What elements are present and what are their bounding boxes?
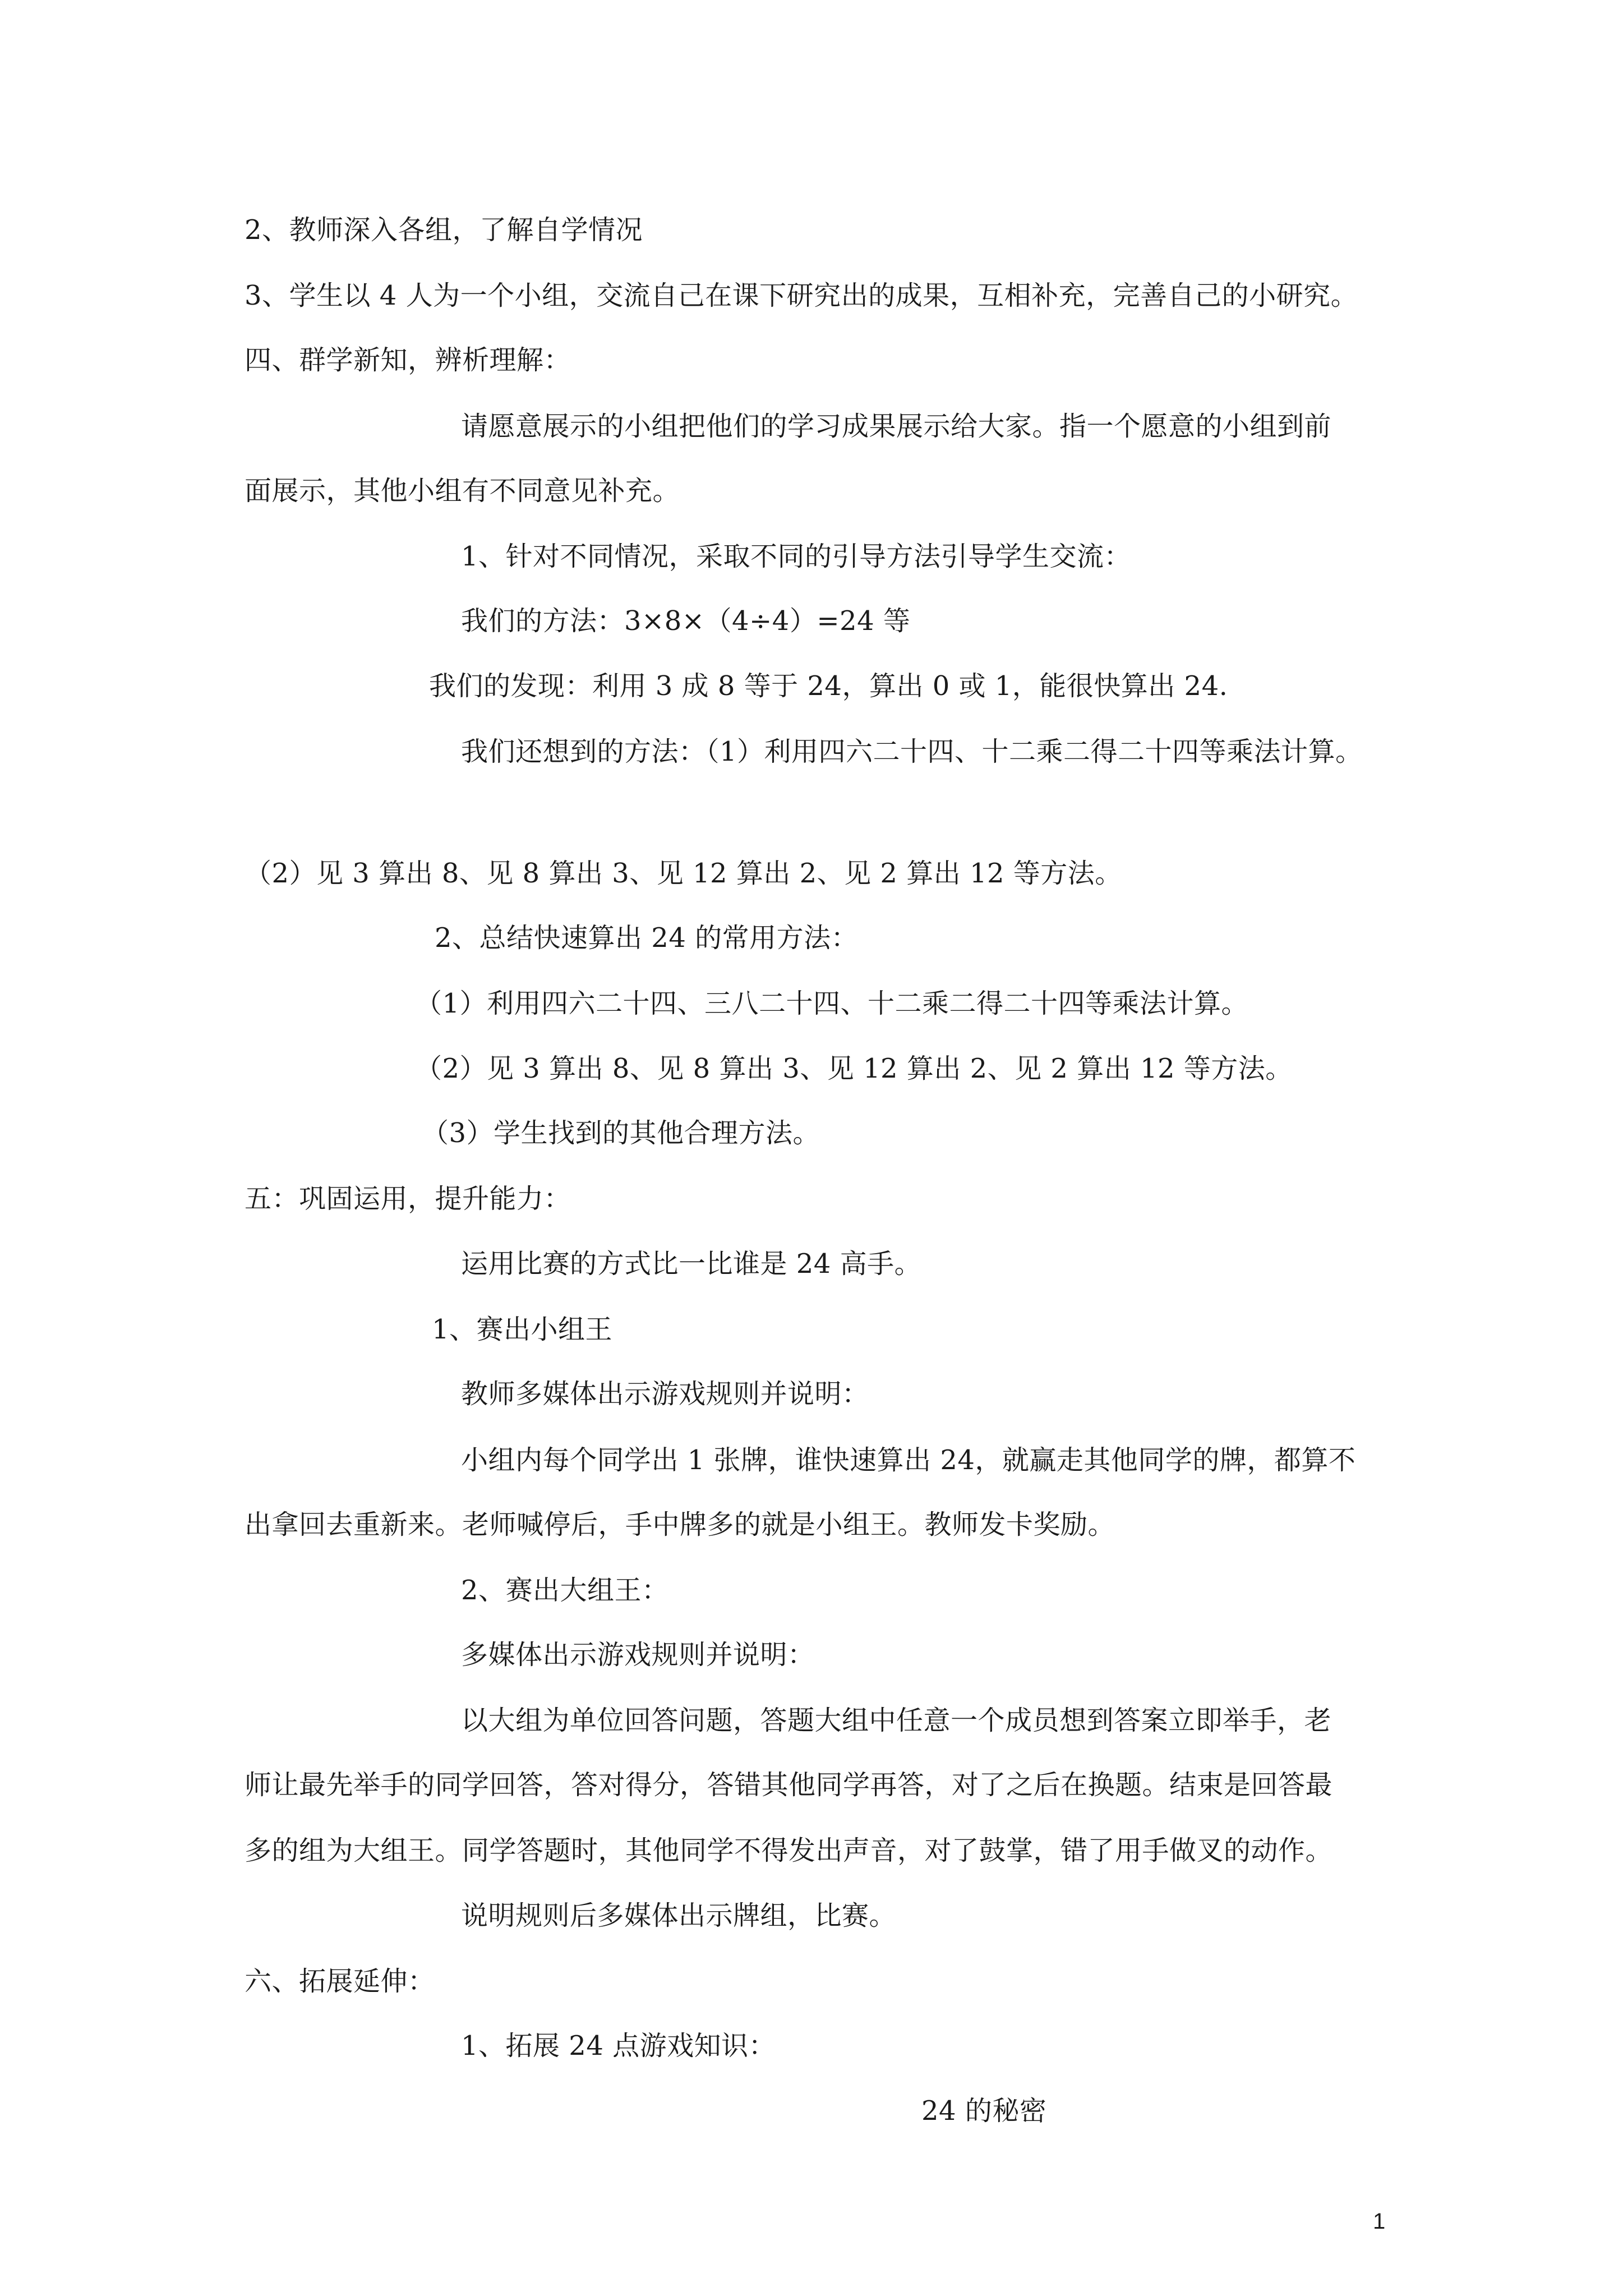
text-line: 以大组为单位回答问题，答题大组中任意一个成员想到答案立即举手，老: [461, 1705, 1332, 1736]
text-line: 请愿意展示的小组把他们的学习成果展示给大家。指一个愿意的小组到前: [461, 411, 1332, 442]
section-heading: 四、群学新知，辨析理解：: [245, 344, 571, 376]
text-line: 师让最先举手的同学回答，答对得分，答错其他同学再答，对了之后在换题。结束是回答最: [245, 1769, 1333, 1801]
page-number: 1: [1373, 2209, 1386, 2234]
subsection-title: 24 的秘密: [921, 2095, 1047, 2127]
text-line: 2、总结快速算出 24 的常用方法：: [435, 922, 859, 954]
text-line: （1）利用四六二十四、三八二十四、十二乘二得二十四等乘法计算。: [415, 988, 1249, 1019]
text-line: 1、拓展 24 点游戏知识：: [461, 2030, 776, 2062]
text-line: 我们的方法：3×8×（4÷4）=24 等: [461, 605, 911, 637]
text-line: 教师多媒体出示游戏规则并说明：: [461, 1378, 869, 1410]
text-line: （2）见 3 算出 8、见 8 算出 3、见 12 算出 2、见 2 算出 12 等方法。: [245, 858, 1122, 889]
section-heading: 六、拓展延伸：: [245, 1966, 435, 1997]
text-line: 3、学生以 4 人为一个小组，交流自己在课下研究出的成果，互相补充，完善自己的小研究。: [245, 280, 1358, 311]
text-line: （3）学生找到的其他合理方法。: [422, 1117, 820, 1149]
text-line: 1、赛出小组王: [432, 1314, 613, 1345]
text-line: 运用比赛的方式比一比谁是 24 高手。: [461, 1248, 922, 1280]
text-line: 2、赛出大组王：: [461, 1575, 669, 1606]
text-line: 2、教师深入各组，了解自学情况: [245, 214, 643, 246]
text-line: （2）见 3 算出 8、见 8 算出 3、见 12 算出 2、见 2 算出 12 等方法。: [415, 1053, 1293, 1084]
text-line: 面展示，其他小组有不同意见补充。: [245, 475, 680, 507]
text-line: 1、针对不同情况，采取不同的引导方法引导学生交流：: [461, 541, 1132, 572]
text-line: 我们的发现：利用 3 成 8 等于 24，算出 0 或 1，能很快算出 24.: [429, 670, 1228, 702]
section-heading: 五：巩固运用，提升能力：: [245, 1183, 571, 1214]
text-line: 说明规则后多媒体出示牌组，比赛。: [461, 1900, 897, 1931]
text-line: 我们还想到的方法：（1）利用四六二十四、十二乘二得二十四等乘法计算。: [461, 736, 1363, 767]
text-line: 小组内每个同学出 1 张牌，谁快速算出 24，就赢走其他同学的牌，都算不: [461, 1444, 1356, 1476]
text-line: 多的组为大组王。同学答题时，其他同学不得发出声音，对了鼓掌，错了用手做叉的动作。: [245, 1835, 1333, 1866]
text-line: 出拿回去重新来。老师喊停后，手中牌多的就是小组王。教师发卡奖励。: [245, 1509, 1115, 1540]
text-line: 多媒体出示游戏规则并说明：: [461, 1639, 815, 1671]
